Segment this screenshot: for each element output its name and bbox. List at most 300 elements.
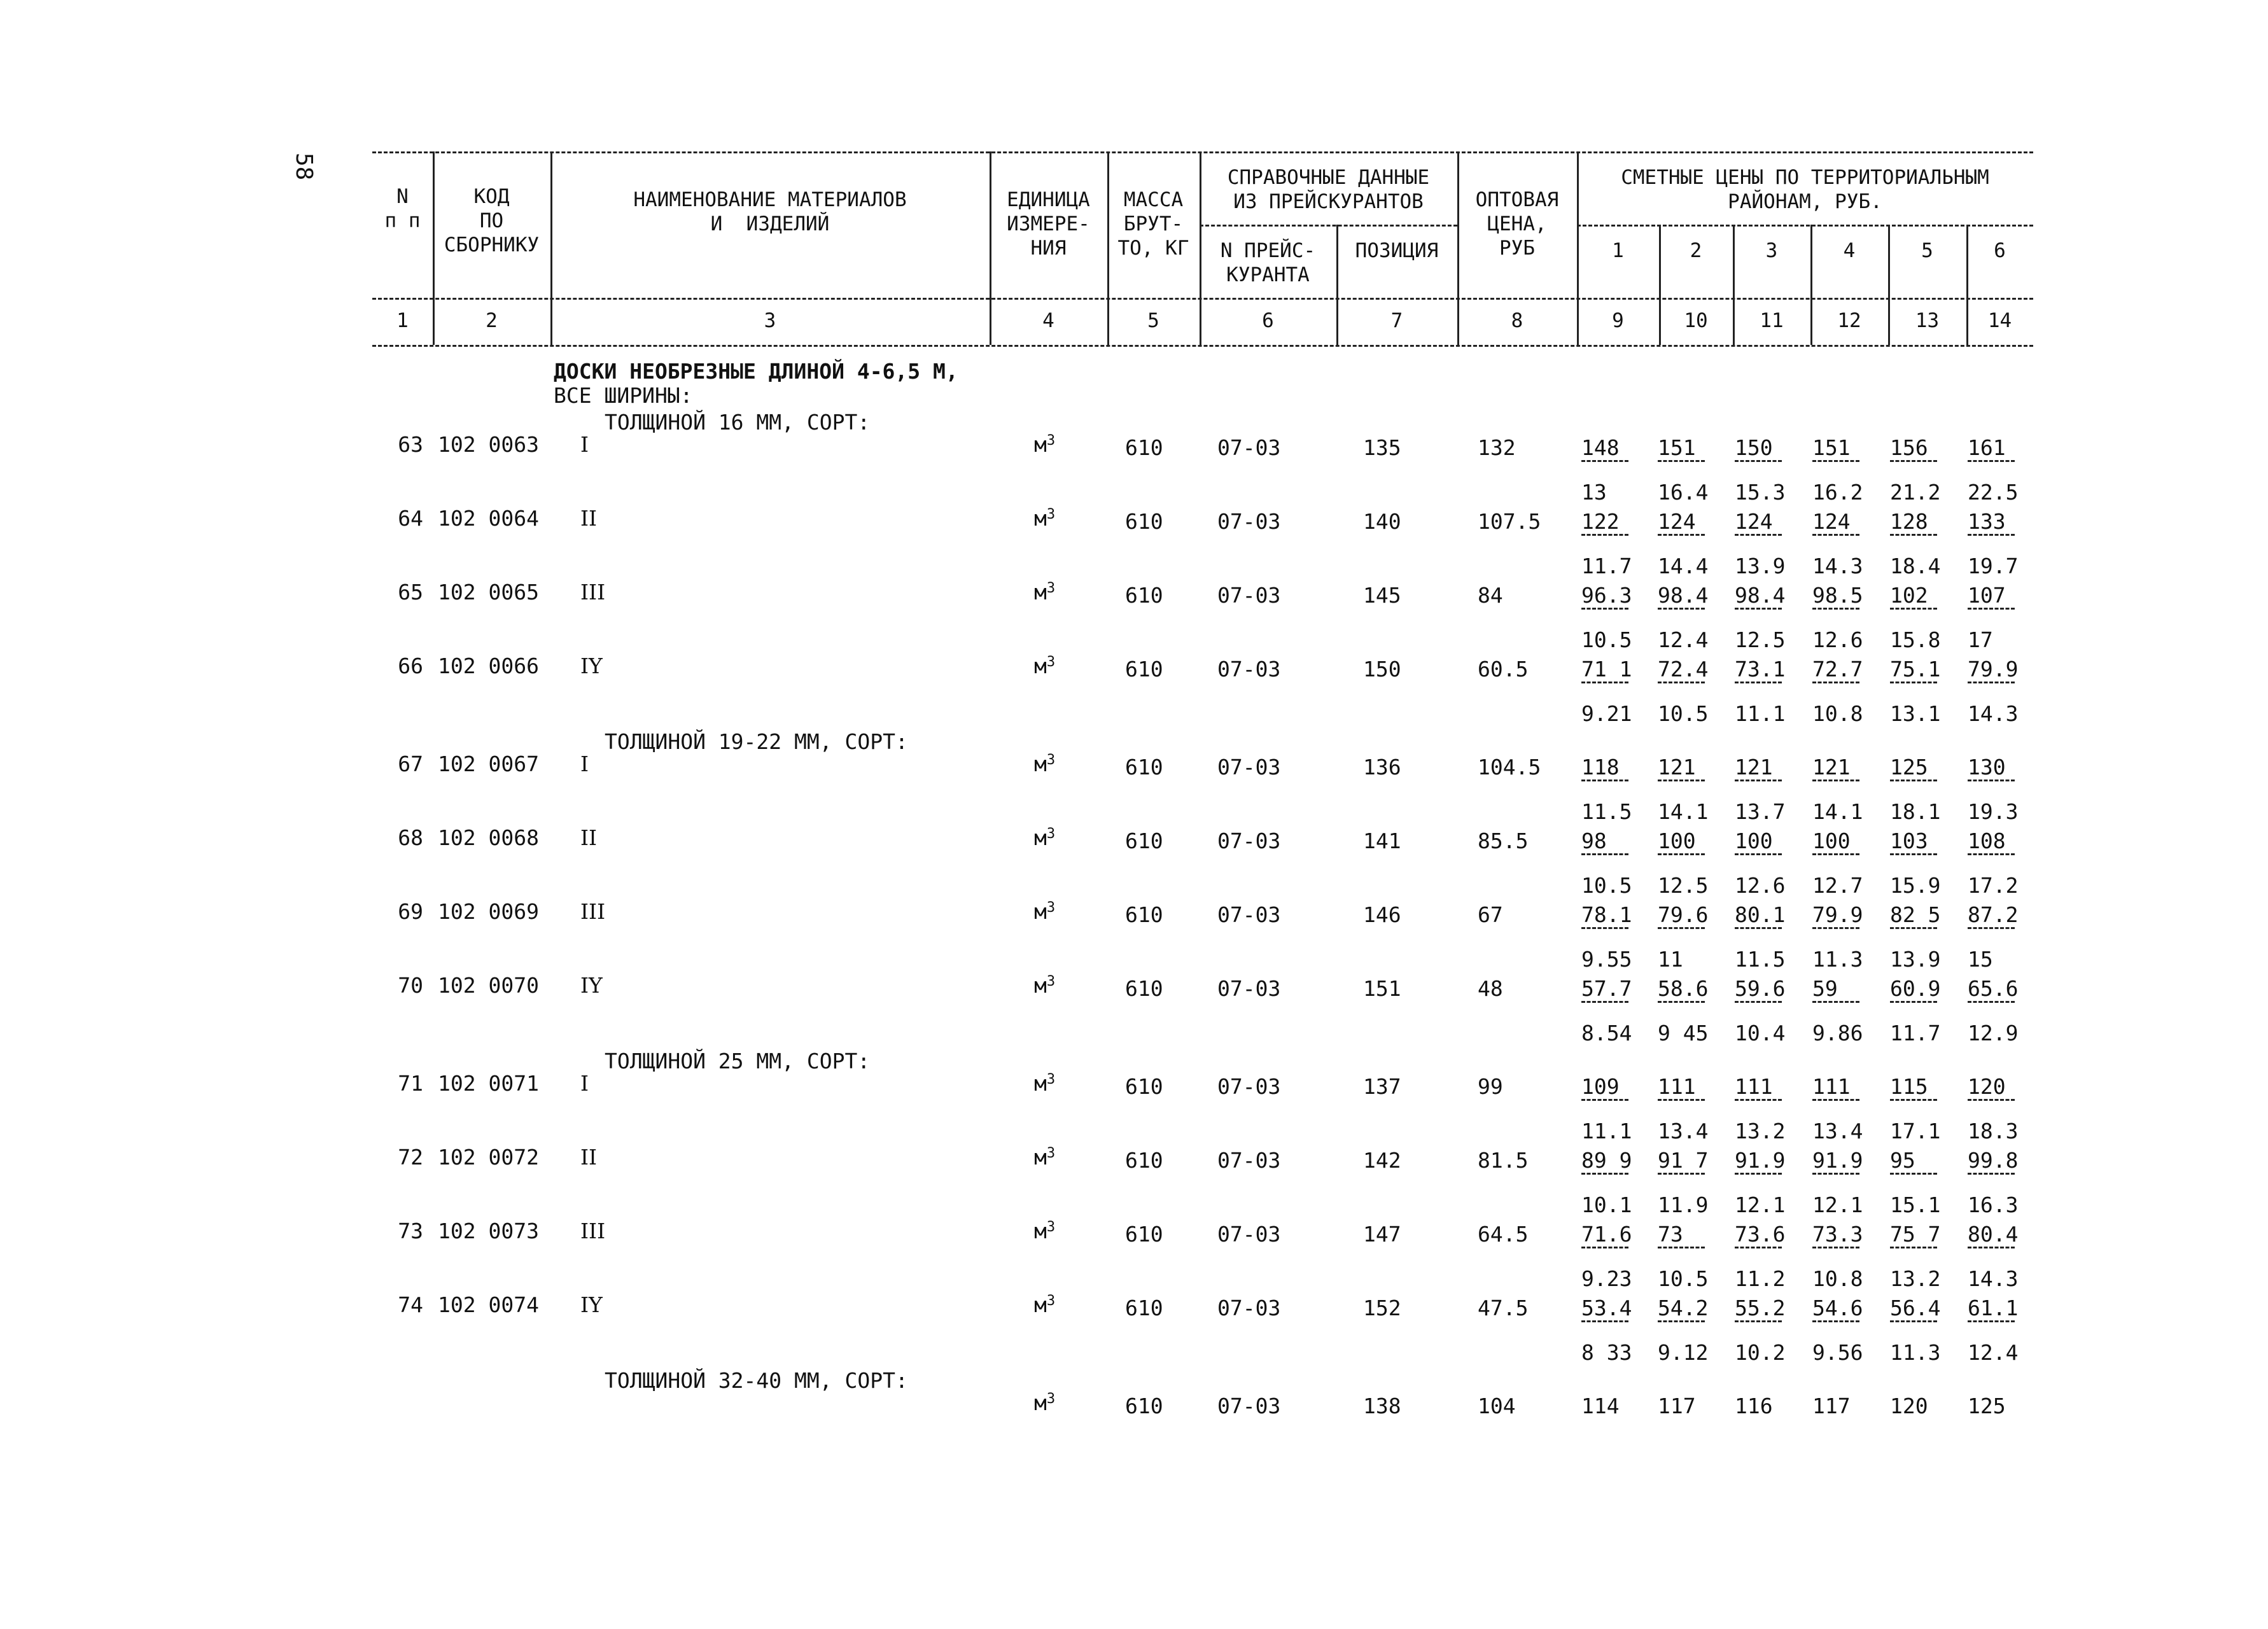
fraction-dash xyxy=(1968,1001,2015,1003)
transport-cost: 15.3 xyxy=(1735,480,1786,505)
unit-exponent: 3 xyxy=(1046,826,1056,842)
unit-exponent: 3 xyxy=(1046,1072,1056,1087)
fraction-dash xyxy=(1735,780,1782,781)
transport-cost: 13.9 xyxy=(1735,554,1786,578)
row-wholesale-price: 67 xyxy=(1478,902,1503,927)
row-wholesale-price: 64.5 xyxy=(1478,1222,1529,1247)
column-number: 11 xyxy=(1760,309,1784,332)
row-mass: 610 xyxy=(1125,1296,1163,1320)
row-unit xyxy=(1034,826,1055,850)
fraction-dash xyxy=(1735,1247,1782,1248)
row-grade: I xyxy=(580,432,589,457)
column-number: 5 xyxy=(1147,309,1159,332)
row-mass: 610 xyxy=(1125,435,1163,460)
fraction-dash xyxy=(1658,460,1705,462)
transport-cost: 13.1 xyxy=(1890,701,1941,726)
unit-exponent: 3 xyxy=(1046,1391,1056,1407)
subheader-rule-67 xyxy=(1200,225,1457,227)
fraction-dash xyxy=(1658,1001,1705,1003)
transport-cost: 14.3 xyxy=(1968,701,2019,726)
unit-text: м xyxy=(1034,1292,1047,1317)
transport-cost: 11.3 xyxy=(1890,1340,1941,1365)
transport-cost: 11.5 xyxy=(1581,799,1632,824)
row-wholesale-price: 85.5 xyxy=(1478,828,1529,853)
row-pricelist: 07-03 xyxy=(1217,657,1281,682)
row-position: 140 xyxy=(1363,509,1401,534)
row-wholesale-price: 84 xyxy=(1478,583,1503,608)
row-pricelist: 07-03 xyxy=(1217,1296,1281,1320)
row-grade: IY xyxy=(580,1292,603,1317)
estimate-price: 117 xyxy=(1658,1394,1696,1418)
transport-cost: 12.5 xyxy=(1735,627,1786,652)
transport-cost: 9.86 xyxy=(1812,1021,1863,1045)
fraction-dash xyxy=(1735,1099,1782,1101)
row-number: 65 xyxy=(398,580,423,605)
transport-cost: 14.3 xyxy=(1812,554,1863,578)
transport-cost: 17 xyxy=(1968,627,1993,652)
fraction-dash xyxy=(1890,780,1937,781)
estimate-price: 99.8 xyxy=(1968,1148,2019,1173)
row-wholesale-price: 132 xyxy=(1478,435,1516,460)
row-position: 135 xyxy=(1363,435,1401,460)
row-pricelist: 07-03 xyxy=(1217,435,1281,460)
fraction-dash xyxy=(1581,1173,1628,1175)
unit-exponent: 3 xyxy=(1046,1293,1056,1309)
estimate-price: 122 xyxy=(1581,509,1620,534)
group-heading: ТОЛЩИНОЙ 19-22 ММ, СОРТ: xyxy=(605,729,908,754)
fraction-dash xyxy=(1658,780,1705,781)
row-code: 102 0069 xyxy=(438,899,539,924)
unit-exponent: 3 xyxy=(1046,1219,1056,1235)
row-pricelist: 07-03 xyxy=(1217,902,1281,927)
header-mid-rule xyxy=(372,298,2033,300)
transport-cost: 9.56 xyxy=(1812,1340,1863,1365)
fraction-dash xyxy=(1968,853,2015,855)
unit-text: м xyxy=(1034,1071,1047,1096)
transport-cost: 14.1 xyxy=(1812,799,1863,824)
transport-cost: 13 xyxy=(1581,480,1607,505)
row-mass: 610 xyxy=(1125,657,1163,682)
row-mass: 610 xyxy=(1125,583,1163,608)
page-number: 58 xyxy=(291,153,317,181)
row-grade: III xyxy=(580,899,606,924)
row-mass: 610 xyxy=(1125,976,1163,1001)
fraction-dash xyxy=(1968,460,2015,462)
estimate-price: 79.9 xyxy=(1812,902,1863,927)
unit-text: м xyxy=(1034,580,1047,605)
row-mass: 610 xyxy=(1125,1074,1163,1099)
fraction-dash xyxy=(1735,534,1782,536)
row-number: 73 xyxy=(398,1219,423,1243)
transport-cost: 12.4 xyxy=(1968,1340,2019,1365)
estimate-price: 75.1 xyxy=(1890,657,1941,682)
estimate-price: 91.9 xyxy=(1812,1148,1863,1173)
fraction-dash xyxy=(1890,460,1937,462)
header-col-position: ПОЗИЦИЯ xyxy=(1355,239,1439,262)
section-title: ДОСКИ НЕОБРЕЗНЫЕ ДЛИНОЙ 4-6,5 М, xyxy=(554,359,958,384)
transport-cost: 13.4 xyxy=(1658,1119,1709,1143)
estimate-price: 98.4 xyxy=(1658,583,1709,608)
fraction-dash xyxy=(1658,534,1705,536)
fraction-dash xyxy=(1812,608,1859,610)
fraction-dash xyxy=(1658,853,1705,855)
transport-cost: 12.6 xyxy=(1812,627,1863,652)
transport-cost: 10.1 xyxy=(1581,1192,1632,1217)
estimate-price: 107 xyxy=(1968,583,2006,608)
row-pricelist: 07-03 xyxy=(1217,755,1281,780)
fraction-dash xyxy=(1735,460,1782,462)
estimate-price: 121 xyxy=(1658,755,1696,780)
header-col-reference: СПРАВОЧНЫЕ ДАННЫЕ ИЗ ПРЕЙСКУРАНТОВ xyxy=(1227,166,1430,213)
estimate-price: 156 xyxy=(1890,435,1928,460)
estimate-price: 73 xyxy=(1658,1222,1683,1247)
row-grade: III xyxy=(580,580,606,605)
estimate-price: 53.4 xyxy=(1581,1296,1632,1320)
estimate-price: 111 xyxy=(1812,1074,1851,1099)
estimate-price: 59 xyxy=(1812,976,1838,1001)
transport-cost: 14.3 xyxy=(1968,1266,2019,1291)
transport-cost: 13.4 xyxy=(1812,1119,1863,1143)
unit-exponent: 3 xyxy=(1046,433,1056,449)
header-col-name: НАИМЕНОВАНИЕ МАТЕРИАЛОВ И ИЗДЕЛИЙ xyxy=(633,188,907,235)
unit-text: м xyxy=(1034,973,1047,998)
fraction-dash xyxy=(1581,853,1628,855)
row-position: 145 xyxy=(1363,583,1401,608)
transport-cost: 14.4 xyxy=(1658,554,1709,578)
row-mass: 610 xyxy=(1125,902,1163,927)
fraction-dash xyxy=(1890,853,1937,855)
estimate-price: 150 xyxy=(1735,435,1773,460)
fraction-dash xyxy=(1581,682,1628,683)
transport-cost: 8.54 xyxy=(1581,1021,1632,1045)
unit-text: м xyxy=(1034,1145,1047,1170)
transport-cost: 12.1 xyxy=(1735,1192,1786,1217)
header-col-pricelist: N ПРЕЙС- КУРАНТА xyxy=(1220,239,1316,286)
fraction-dash xyxy=(1735,927,1782,929)
estimate-price: 79.9 xyxy=(1968,657,2019,682)
row-position: 136 xyxy=(1363,755,1401,780)
estimate-price: 151 xyxy=(1658,435,1696,460)
region-number: 5 xyxy=(1921,239,1933,262)
row-grade: III xyxy=(580,1219,606,1243)
transport-cost: 15.1 xyxy=(1890,1192,1941,1217)
transport-cost: 13.7 xyxy=(1735,799,1786,824)
fraction-dash xyxy=(1658,1247,1705,1248)
estimate-price: 148 xyxy=(1581,435,1620,460)
estimate-price: 161 xyxy=(1968,435,2006,460)
fraction-dash xyxy=(1968,682,2015,683)
transport-cost: 9.12 xyxy=(1658,1340,1709,1365)
row-number: 66 xyxy=(398,654,423,678)
transport-cost: 16.2 xyxy=(1812,480,1863,505)
fraction-dash xyxy=(1658,608,1705,610)
header-col-mass: МАССА БРУТ- ТО, КГ xyxy=(1117,188,1189,260)
estimate-price: 87.2 xyxy=(1968,902,2019,927)
transport-cost: 19.3 xyxy=(1968,799,2019,824)
estimate-price: 102 xyxy=(1890,583,1928,608)
row-code: 102 0066 xyxy=(438,654,539,678)
fraction-dash xyxy=(1968,1173,2015,1175)
estimate-price: 124 xyxy=(1658,509,1696,534)
column-number: 1 xyxy=(396,309,409,332)
transport-cost: 10.5 xyxy=(1658,1266,1709,1291)
row-pricelist: 07-03 xyxy=(1217,1394,1281,1418)
fraction-dash xyxy=(1812,460,1859,462)
row-code: 102 0067 xyxy=(438,752,539,776)
estimate-price: 72.4 xyxy=(1658,657,1709,682)
estimate-price: 118 xyxy=(1581,755,1620,780)
row-unit xyxy=(1034,507,1055,531)
row-wholesale-price: 47.5 xyxy=(1478,1296,1529,1320)
transport-cost: 11.1 xyxy=(1735,701,1786,726)
row-mass: 610 xyxy=(1125,1148,1163,1173)
estimate-price: 98.5 xyxy=(1812,583,1863,608)
row-number: 63 xyxy=(398,432,423,457)
unit-exponent: 3 xyxy=(1046,1145,1056,1161)
unit-text: м xyxy=(1034,654,1047,678)
transport-cost: 10.8 xyxy=(1812,1266,1863,1291)
estimate-price: 120 xyxy=(1968,1074,2006,1099)
estimate-price: 100 xyxy=(1735,828,1773,853)
transport-cost: 10.8 xyxy=(1812,701,1863,726)
unit-text: м xyxy=(1034,506,1047,531)
unit-text: м xyxy=(1034,752,1047,776)
fraction-dash xyxy=(1812,682,1859,683)
transport-cost: 11.1 xyxy=(1581,1119,1632,1143)
row-wholesale-price: 107.5 xyxy=(1478,509,1541,534)
transport-cost: 10.2 xyxy=(1735,1340,1786,1365)
header-col-estimates: СМЕТНЫЕ ЦЕНЫ ПО ТЕРРИТОРИАЛЬНЫМ РАЙОНАМ, РУБ. xyxy=(1621,166,1989,213)
row-position: 141 xyxy=(1363,828,1401,853)
header-bottom-rule xyxy=(372,345,2033,347)
estimate-price: 116 xyxy=(1735,1394,1773,1418)
estimate-price: 91.9 xyxy=(1735,1148,1786,1173)
estimate-price: 80.4 xyxy=(1968,1222,2019,1247)
group-heading: ТОЛЩИНОЙ 25 ММ, СОРТ: xyxy=(605,1049,871,1073)
estimate-price: 55.2 xyxy=(1735,1296,1786,1320)
transport-cost: 17.1 xyxy=(1890,1119,1941,1143)
transport-cost: 15.8 xyxy=(1890,627,1941,652)
unit-exponent: 3 xyxy=(1046,752,1056,768)
fraction-dash xyxy=(1658,1320,1705,1322)
row-code: 102 0070 xyxy=(438,973,539,998)
estimate-price: 96.3 xyxy=(1581,583,1632,608)
row-position: 146 xyxy=(1363,902,1401,927)
estimate-price: 79.6 xyxy=(1658,902,1709,927)
fraction-dash xyxy=(1812,1173,1859,1175)
unit-exponent: 3 xyxy=(1046,507,1056,522)
row-position: 137 xyxy=(1363,1074,1401,1099)
estimate-price: 125 xyxy=(1968,1394,2006,1418)
fraction-dash xyxy=(1812,1099,1859,1101)
row-wholesale-price: 104.5 xyxy=(1478,755,1541,780)
row-mass: 610 xyxy=(1125,509,1163,534)
region-number: 3 xyxy=(1765,239,1778,262)
estimate-price: 100 xyxy=(1658,828,1696,853)
column-number: 6 xyxy=(1262,309,1274,332)
row-wholesale-price: 99 xyxy=(1478,1074,1503,1099)
estimate-price: 111 xyxy=(1658,1074,1696,1099)
column-number: 13 xyxy=(1915,309,1940,332)
fraction-dash xyxy=(1581,534,1628,536)
fraction-dash xyxy=(1581,608,1628,610)
row-mass: 610 xyxy=(1125,1222,1163,1247)
row-number: 68 xyxy=(398,825,423,850)
transport-cost: 16.3 xyxy=(1968,1192,2019,1217)
row-unit xyxy=(1034,580,1055,605)
row-number: 72 xyxy=(398,1145,423,1170)
fraction-dash xyxy=(1812,853,1859,855)
row-pricelist: 07-03 xyxy=(1217,509,1281,534)
row-number: 67 xyxy=(398,752,423,776)
row-position: 152 xyxy=(1363,1296,1401,1320)
region-number: 6 xyxy=(1994,239,2006,262)
row-unit xyxy=(1034,1072,1055,1096)
row-number: 69 xyxy=(398,899,423,924)
transport-cost: 22.5 xyxy=(1968,480,2019,505)
row-wholesale-price: 60.5 xyxy=(1478,657,1529,682)
row-position: 147 xyxy=(1363,1222,1401,1247)
fraction-dash xyxy=(1890,1099,1937,1101)
transport-cost: 18.1 xyxy=(1890,799,1941,824)
estimate-price: 89 9 xyxy=(1581,1148,1632,1173)
transport-cost: 10.5 xyxy=(1658,701,1709,726)
unit-text: м xyxy=(1034,899,1047,924)
transport-cost: 10.5 xyxy=(1581,873,1632,898)
row-unit xyxy=(1034,654,1055,678)
fraction-dash xyxy=(1735,608,1782,610)
row-position: 150 xyxy=(1363,657,1401,682)
unit-exponent: 3 xyxy=(1046,580,1056,596)
row-pricelist: 07-03 xyxy=(1217,1222,1281,1247)
row-pricelist: 07-03 xyxy=(1217,1148,1281,1173)
fraction-dash xyxy=(1890,608,1937,610)
estimate-price: 73.1 xyxy=(1735,657,1786,682)
transport-cost: 11.7 xyxy=(1581,554,1632,578)
transport-cost: 13.2 xyxy=(1735,1119,1786,1143)
estimate-price: 128 xyxy=(1890,509,1928,534)
transport-cost: 8 33 xyxy=(1581,1340,1632,1365)
unit-text: м xyxy=(1034,432,1047,457)
estimate-price: 98.4 xyxy=(1735,583,1786,608)
fraction-dash xyxy=(1581,460,1628,462)
row-unit xyxy=(1034,900,1055,924)
fraction-dash xyxy=(1735,1173,1782,1175)
fraction-dash xyxy=(1581,1099,1628,1101)
fraction-dash xyxy=(1812,780,1859,781)
fraction-dash xyxy=(1812,927,1859,929)
estimate-price: 54.6 xyxy=(1812,1296,1863,1320)
estimate-price: 120 xyxy=(1890,1394,1928,1418)
fraction-dash xyxy=(1581,1247,1628,1248)
estimate-price: 91 7 xyxy=(1658,1148,1709,1173)
transport-cost: 18.3 xyxy=(1968,1119,2019,1143)
row-code: 102 0064 xyxy=(438,506,539,531)
transport-cost: 13.2 xyxy=(1890,1266,1941,1291)
transport-cost: 15.9 xyxy=(1890,873,1941,898)
group-heading: ТОЛЩИНОЙ 32-40 ММ, СОРТ: xyxy=(605,1368,908,1393)
fraction-dash xyxy=(1968,534,2015,536)
subheader-rule-regions xyxy=(1577,225,2033,227)
estimate-price: 80.1 xyxy=(1735,902,1786,927)
estimate-price: 65.6 xyxy=(1968,976,2019,1001)
row-code: 102 0063 xyxy=(438,432,539,457)
transport-cost: 9 45 xyxy=(1658,1021,1709,1045)
estimate-price: 95 xyxy=(1890,1148,1915,1173)
unit-exponent: 3 xyxy=(1046,974,1056,989)
estimate-price: 61.1 xyxy=(1968,1296,2019,1320)
region-number: 1 xyxy=(1612,239,1624,262)
unit-exponent: 3 xyxy=(1046,900,1056,916)
fraction-dash xyxy=(1658,682,1705,683)
header-col-wholesale: ОПТОВАЯ ЦЕНА, РУБ xyxy=(1475,188,1559,260)
region-number: 2 xyxy=(1690,239,1702,262)
row-mass: 610 xyxy=(1125,828,1163,853)
header-col-number: N п п xyxy=(384,185,421,232)
estimate-price: 114 xyxy=(1581,1394,1620,1418)
row-number: 70 xyxy=(398,973,423,998)
transport-cost: 11.9 xyxy=(1658,1192,1709,1217)
fraction-dash xyxy=(1968,1247,2015,1248)
column-number: 12 xyxy=(1837,309,1861,332)
estimate-price: 111 xyxy=(1735,1074,1773,1099)
fraction-dash xyxy=(1890,1320,1937,1322)
row-unit xyxy=(1034,1145,1055,1170)
transport-cost: 12.9 xyxy=(1968,1021,2019,1045)
row-pricelist: 07-03 xyxy=(1217,828,1281,853)
fraction-dash xyxy=(1812,534,1859,536)
row-code: 102 0065 xyxy=(438,580,539,605)
fraction-dash xyxy=(1968,1099,2015,1101)
fraction-dash xyxy=(1968,927,2015,929)
fraction-dash xyxy=(1658,1099,1705,1101)
fraction-dash xyxy=(1658,927,1705,929)
fraction-dash xyxy=(1968,1320,2015,1322)
fraction-dash xyxy=(1581,1001,1628,1003)
fraction-dash xyxy=(1890,682,1937,683)
unit-text: м xyxy=(1034,1219,1047,1243)
row-number: 74 xyxy=(398,1292,423,1317)
estimate-price: 54.2 xyxy=(1658,1296,1709,1320)
estimate-price: 121 xyxy=(1735,755,1773,780)
estimate-price: 73.3 xyxy=(1812,1222,1863,1247)
row-number: 71 xyxy=(398,1071,423,1096)
region-number: 4 xyxy=(1843,239,1856,262)
unit-text: м xyxy=(1034,825,1047,850)
estimate-price: 82 5 xyxy=(1890,902,1941,927)
unit-text: м xyxy=(1034,1390,1047,1415)
estimate-price: 59.6 xyxy=(1735,976,1786,1001)
transport-cost: 12.1 xyxy=(1812,1192,1863,1217)
row-grade: I xyxy=(580,1071,589,1096)
fraction-dash xyxy=(1890,1173,1937,1175)
fraction-dash xyxy=(1890,1001,1937,1003)
transport-cost: 10.5 xyxy=(1581,627,1632,652)
transport-cost: 11.7 xyxy=(1890,1021,1941,1045)
row-pricelist: 07-03 xyxy=(1217,976,1281,1001)
estimate-price: 98 xyxy=(1581,828,1607,853)
unit-exponent: 3 xyxy=(1046,654,1056,670)
estimate-price: 151 xyxy=(1812,435,1851,460)
row-mass: 610 xyxy=(1125,755,1163,780)
row-code: 102 0072 xyxy=(438,1145,539,1170)
row-grade: IY xyxy=(580,654,603,678)
row-position: 138 xyxy=(1363,1394,1401,1418)
row-position: 151 xyxy=(1363,976,1401,1001)
transport-cost: 21.2 xyxy=(1890,480,1941,505)
estimate-price: 133 xyxy=(1968,509,2006,534)
header-col-code: КОД ПО СБОРНИКУ xyxy=(444,185,540,256)
